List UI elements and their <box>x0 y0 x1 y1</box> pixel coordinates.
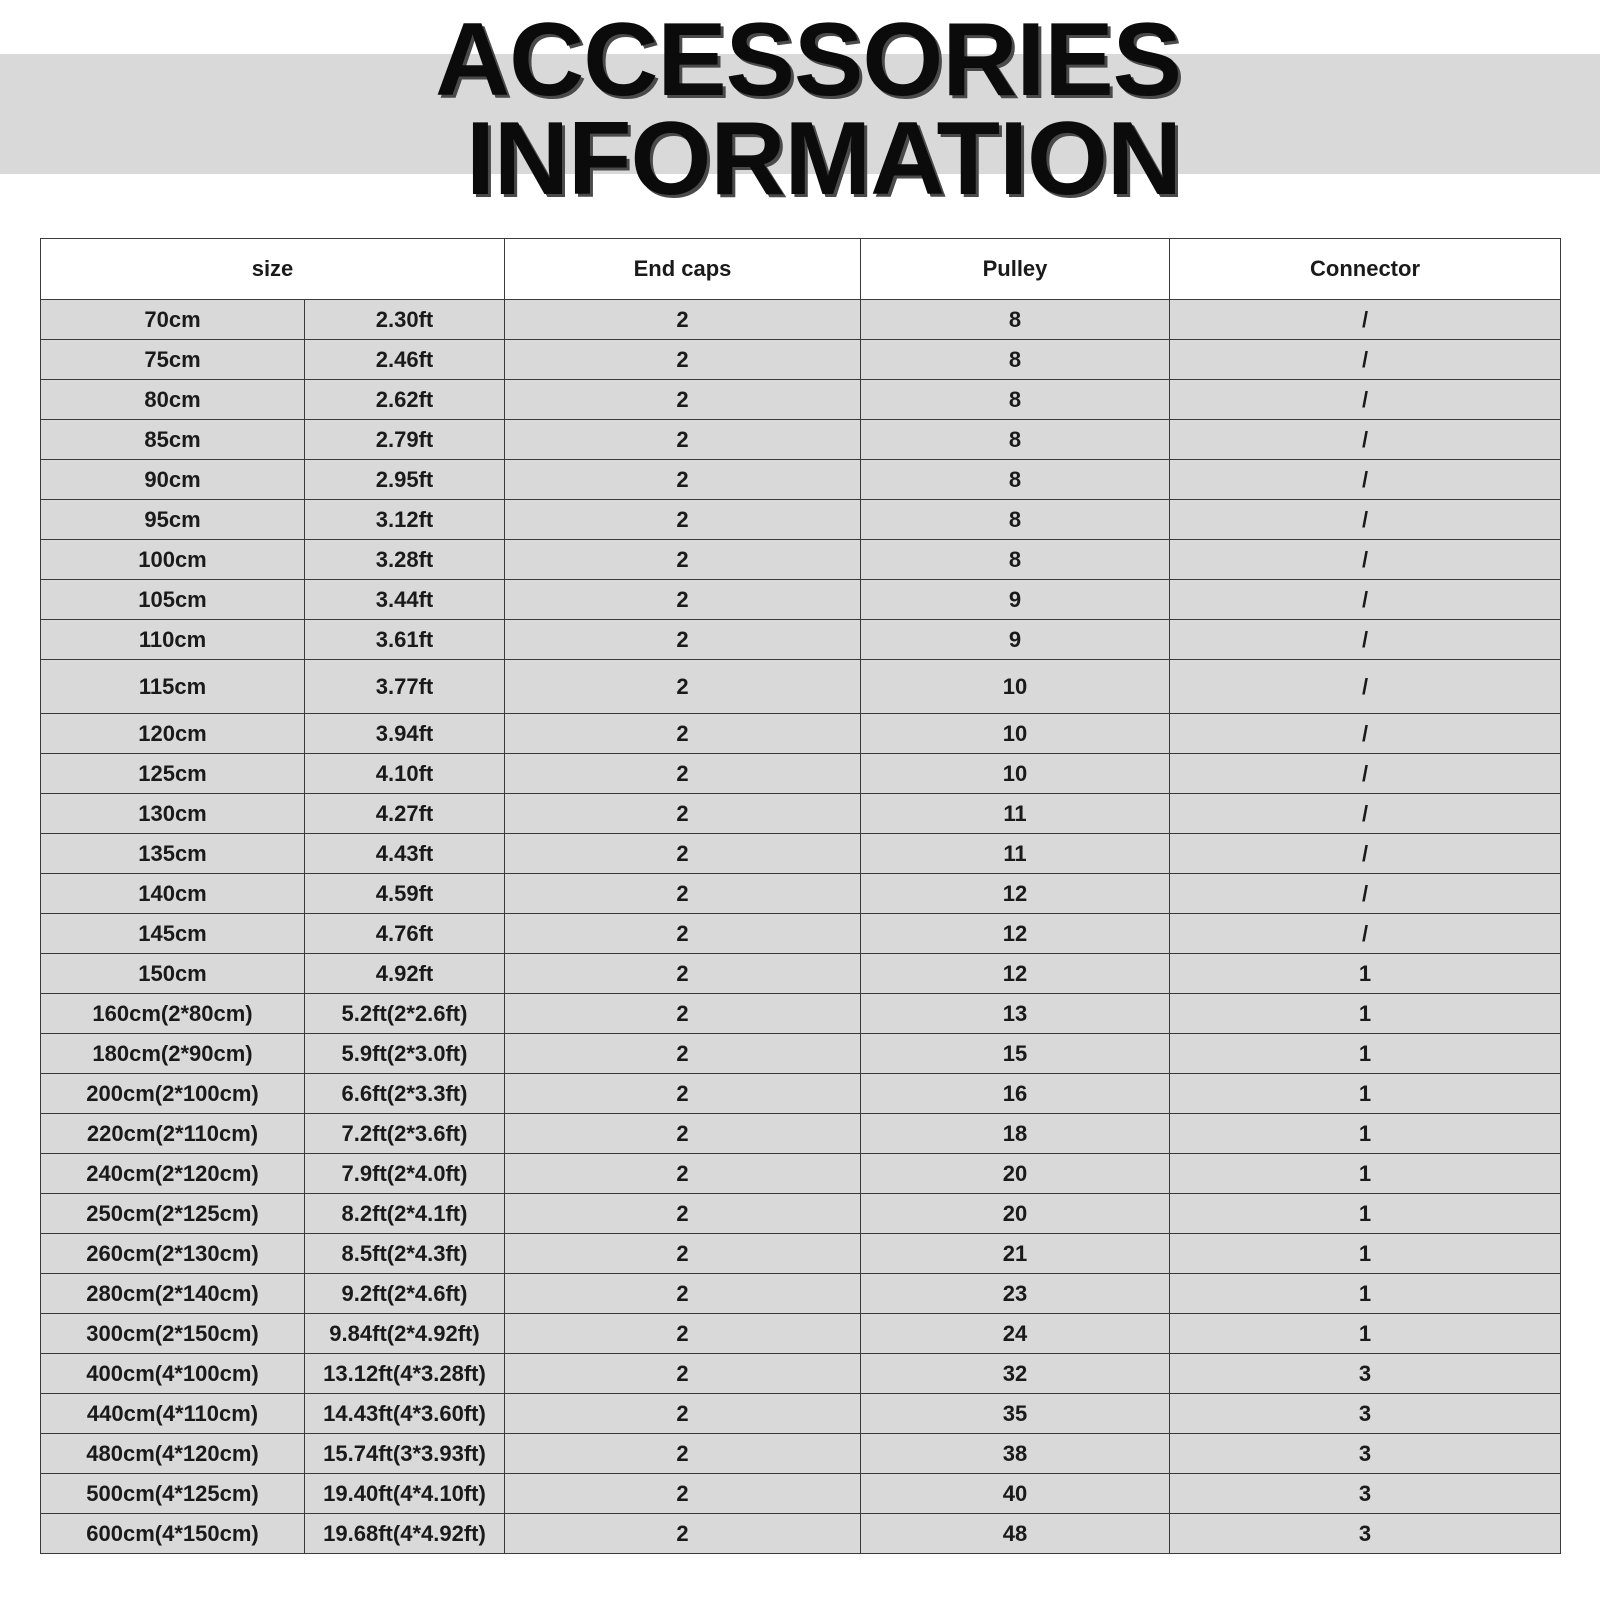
table-row <box>41 660 1561 714</box>
pulley-cell: 8 <box>861 300 1170 340</box>
table-row <box>41 540 1561 580</box>
pulley-cell: 9 <box>861 620 1170 660</box>
size-ft-cell: 2.95ft <box>305 460 505 500</box>
connector-cell: / <box>1170 794 1561 834</box>
end-caps-cell: 2 <box>505 1434 861 1474</box>
size-cm-cell: 75cm <box>41 340 305 380</box>
connector-cell: 1 <box>1170 1034 1561 1074</box>
header-pulley: Pulley <box>861 239 1170 300</box>
size-cm-cell: 90cm <box>41 460 305 500</box>
pulley-cell: 10 <box>861 754 1170 794</box>
connector-cell: 3 <box>1170 1514 1561 1554</box>
size-ft-cell: 8.2ft(2*4.1ft) <box>305 1194 505 1234</box>
end-caps-cell: 2 <box>505 714 861 754</box>
size-cm-cell: 105cm <box>41 580 305 620</box>
size-cm-cell: 100cm <box>41 540 305 580</box>
connector-cell: 1 <box>1170 1074 1561 1114</box>
table-row <box>41 714 1561 754</box>
pulley-cell: 21 <box>861 1234 1170 1274</box>
accessories-table <box>40 238 1561 1554</box>
end-caps-cell: 2 <box>505 1194 861 1234</box>
size-ft-cell: 5.2ft(2*2.6ft) <box>305 994 505 1034</box>
size-cm-cell: 280cm(2*140cm) <box>41 1274 305 1314</box>
connector-cell: 1 <box>1170 1194 1561 1234</box>
pulley-cell: 35 <box>861 1394 1170 1434</box>
connector-cell: 1 <box>1170 1234 1561 1274</box>
pulley-cell: 23 <box>861 1274 1170 1314</box>
table-row <box>41 1354 1561 1394</box>
size-ft-cell: 19.40ft(4*4.10ft) <box>305 1474 505 1514</box>
table-row <box>41 1074 1561 1114</box>
size-ft-cell: 6.6ft(2*3.3ft) <box>305 1074 505 1114</box>
size-cm-cell: 135cm <box>41 834 305 874</box>
table-row <box>41 1514 1561 1554</box>
end-caps-cell: 2 <box>505 834 861 874</box>
header-end-caps: End caps <box>505 239 861 300</box>
size-ft-cell: 4.10ft <box>305 754 505 794</box>
end-caps-cell: 2 <box>505 1034 861 1074</box>
table-row <box>41 954 1561 994</box>
size-ft-cell: 9.84ft(2*4.92ft) <box>305 1314 505 1354</box>
table-row <box>41 500 1561 540</box>
connector-cell: 1 <box>1170 1314 1561 1354</box>
header-size: size <box>41 239 505 300</box>
connector-cell: / <box>1170 340 1561 380</box>
page-title-line-2: INFORMATION <box>466 101 1181 217</box>
pulley-cell: 20 <box>861 1194 1170 1234</box>
connector-cell: / <box>1170 420 1561 460</box>
table-row <box>41 1394 1561 1434</box>
pulley-cell: 12 <box>861 914 1170 954</box>
connector-cell: 1 <box>1170 1154 1561 1194</box>
size-ft-cell: 15.74ft(3*3.93ft) <box>305 1434 505 1474</box>
size-ft-cell: 4.27ft <box>305 794 505 834</box>
pulley-cell: 8 <box>861 420 1170 460</box>
table-row <box>41 1314 1561 1354</box>
pulley-cell: 11 <box>861 834 1170 874</box>
page-title-line-1: ACCESSORIES <box>435 2 1182 118</box>
size-ft-cell: 19.68ft(4*4.92ft) <box>305 1514 505 1554</box>
connector-cell: / <box>1170 380 1561 420</box>
table-row <box>41 834 1561 874</box>
size-ft-cell: 4.43ft <box>305 834 505 874</box>
size-cm-cell: 125cm <box>41 754 305 794</box>
size-ft-cell: 3.61ft <box>305 620 505 660</box>
table-row <box>41 1274 1561 1314</box>
pulley-cell: 8 <box>861 340 1170 380</box>
table-row <box>41 914 1561 954</box>
connector-cell: / <box>1170 874 1561 914</box>
pulley-cell: 11 <box>861 794 1170 834</box>
end-caps-cell: 2 <box>505 874 861 914</box>
table-row <box>41 460 1561 500</box>
size-cm-cell: 240cm(2*120cm) <box>41 1154 305 1194</box>
end-caps-cell: 2 <box>505 300 861 340</box>
table-row <box>41 340 1561 380</box>
size-cm-cell: 110cm <box>41 620 305 660</box>
pulley-cell: 13 <box>861 994 1170 1034</box>
pulley-cell: 18 <box>861 1114 1170 1154</box>
size-cm-cell: 115cm <box>41 660 305 714</box>
table-row <box>41 1154 1561 1194</box>
size-cm-cell: 180cm(2*90cm) <box>41 1034 305 1074</box>
size-ft-cell: 14.43ft(4*3.60ft) <box>305 1394 505 1434</box>
end-caps-cell: 2 <box>505 1154 861 1194</box>
size-cm-cell: 500cm(4*125cm) <box>41 1474 305 1514</box>
table-row <box>41 420 1561 460</box>
connector-cell: / <box>1170 580 1561 620</box>
end-caps-cell: 2 <box>505 540 861 580</box>
connector-cell: 3 <box>1170 1394 1561 1434</box>
end-caps-cell: 2 <box>505 1474 861 1514</box>
end-caps-cell: 2 <box>505 500 861 540</box>
pulley-cell: 40 <box>861 1474 1170 1514</box>
size-cm-cell: 250cm(2*125cm) <box>41 1194 305 1234</box>
connector-cell: 1 <box>1170 1274 1561 1314</box>
size-ft-cell: 3.44ft <box>305 580 505 620</box>
size-cm-cell: 600cm(4*150cm) <box>41 1514 305 1554</box>
connector-cell: / <box>1170 660 1561 714</box>
size-ft-cell: 4.59ft <box>305 874 505 914</box>
size-cm-cell: 140cm <box>41 874 305 914</box>
connector-cell: 1 <box>1170 1114 1561 1154</box>
end-caps-cell: 2 <box>505 754 861 794</box>
end-caps-cell: 2 <box>505 954 861 994</box>
end-caps-cell: 2 <box>505 420 861 460</box>
end-caps-cell: 2 <box>505 380 861 420</box>
end-caps-cell: 2 <box>505 1234 861 1274</box>
connector-cell: / <box>1170 714 1561 754</box>
header-row <box>41 239 1561 300</box>
size-cm-cell: 150cm <box>41 954 305 994</box>
connector-cell: 1 <box>1170 954 1561 994</box>
size-cm-cell: 160cm(2*80cm) <box>41 994 305 1034</box>
size-cm-cell: 400cm(4*100cm) <box>41 1354 305 1394</box>
size-ft-cell: 3.77ft <box>305 660 505 714</box>
connector-cell: / <box>1170 460 1561 500</box>
size-ft-cell: 5.9ft(2*3.0ft) <box>305 1034 505 1074</box>
size-cm-cell: 480cm(4*120cm) <box>41 1434 305 1474</box>
size-ft-cell: 3.28ft <box>305 540 505 580</box>
table-row <box>41 620 1561 660</box>
table-row <box>41 754 1561 794</box>
size-cm-cell: 440cm(4*110cm) <box>41 1394 305 1434</box>
table-row <box>41 580 1561 620</box>
end-caps-cell: 2 <box>505 1354 861 1394</box>
connector-cell: / <box>1170 834 1561 874</box>
end-caps-cell: 2 <box>505 460 861 500</box>
connector-cell: 1 <box>1170 994 1561 1034</box>
size-ft-cell: 9.2ft(2*4.6ft) <box>305 1274 505 1314</box>
size-ft-cell: 7.2ft(2*3.6ft) <box>305 1114 505 1154</box>
table-row <box>41 1194 1561 1234</box>
size-ft-cell: 2.62ft <box>305 380 505 420</box>
end-caps-cell: 2 <box>505 1274 861 1314</box>
size-cm-cell: 130cm <box>41 794 305 834</box>
size-cm-cell: 220cm(2*110cm) <box>41 1114 305 1154</box>
table-row <box>41 874 1561 914</box>
table-row <box>41 1474 1561 1514</box>
end-caps-cell: 2 <box>505 340 861 380</box>
table-row <box>41 794 1561 834</box>
size-ft-cell: 3.94ft <box>305 714 505 754</box>
size-cm-cell: 145cm <box>41 914 305 954</box>
connector-cell: / <box>1170 300 1561 340</box>
pulley-cell: 12 <box>861 874 1170 914</box>
pulley-cell: 38 <box>861 1434 1170 1474</box>
pulley-cell: 12 <box>861 954 1170 994</box>
connector-cell: 3 <box>1170 1354 1561 1394</box>
size-cm-cell: 260cm(2*130cm) <box>41 1234 305 1274</box>
size-cm-cell: 70cm <box>41 300 305 340</box>
size-cm-cell: 80cm <box>41 380 305 420</box>
table-row <box>41 300 1561 340</box>
connector-cell: 3 <box>1170 1434 1561 1474</box>
end-caps-cell: 2 <box>505 994 861 1034</box>
size-cm-cell: 85cm <box>41 420 305 460</box>
end-caps-cell: 2 <box>505 1314 861 1354</box>
table-row <box>41 1034 1561 1074</box>
pulley-cell: 15 <box>861 1034 1170 1074</box>
connector-cell: / <box>1170 754 1561 794</box>
connector-cell: 3 <box>1170 1474 1561 1514</box>
table-row <box>41 1434 1561 1474</box>
pulley-cell: 10 <box>861 660 1170 714</box>
size-cm-cell: 300cm(2*150cm) <box>41 1314 305 1354</box>
table-row <box>41 1234 1561 1274</box>
size-ft-cell: 8.5ft(2*4.3ft) <box>305 1234 505 1274</box>
size-cm-cell: 120cm <box>41 714 305 754</box>
connector-cell: / <box>1170 914 1561 954</box>
accessories-table-wrapper <box>40 238 1560 1554</box>
size-ft-cell: 2.79ft <box>305 420 505 460</box>
table-row <box>41 1114 1561 1154</box>
end-caps-cell: 2 <box>505 1394 861 1434</box>
table-body <box>41 300 1561 1554</box>
size-ft-cell: 13.12ft(4*3.28ft) <box>305 1354 505 1394</box>
pulley-cell: 24 <box>861 1314 1170 1354</box>
pulley-cell: 16 <box>861 1074 1170 1114</box>
pulley-cell: 8 <box>861 460 1170 500</box>
end-caps-cell: 2 <box>505 1114 861 1154</box>
end-caps-cell: 2 <box>505 1074 861 1114</box>
size-ft-cell: 7.9ft(2*4.0ft) <box>305 1154 505 1194</box>
header-connector: Connector <box>1170 239 1561 300</box>
end-caps-cell: 2 <box>505 580 861 620</box>
table-row <box>41 994 1561 1034</box>
size-ft-cell: 2.30ft <box>305 300 505 340</box>
pulley-cell: 48 <box>861 1514 1170 1554</box>
end-caps-cell: 2 <box>505 660 861 714</box>
end-caps-cell: 2 <box>505 914 861 954</box>
connector-cell: / <box>1170 540 1561 580</box>
size-ft-cell: 2.46ft <box>305 340 505 380</box>
connector-cell: / <box>1170 620 1561 660</box>
size-ft-cell: 4.76ft <box>305 914 505 954</box>
pulley-cell: 8 <box>861 380 1170 420</box>
pulley-cell: 32 <box>861 1354 1170 1394</box>
pulley-cell: 10 <box>861 714 1170 754</box>
end-caps-cell: 2 <box>505 620 861 660</box>
end-caps-cell: 2 <box>505 794 861 834</box>
end-caps-cell: 2 <box>505 1514 861 1554</box>
size-ft-cell: 3.12ft <box>305 500 505 540</box>
size-ft-cell: 4.92ft <box>305 954 505 994</box>
pulley-cell: 8 <box>861 540 1170 580</box>
pulley-cell: 9 <box>861 580 1170 620</box>
size-cm-cell: 200cm(2*100cm) <box>41 1074 305 1114</box>
pulley-cell: 8 <box>861 500 1170 540</box>
pulley-cell: 20 <box>861 1154 1170 1194</box>
connector-cell: / <box>1170 500 1561 540</box>
table-row <box>41 380 1561 420</box>
size-cm-cell: 95cm <box>41 500 305 540</box>
